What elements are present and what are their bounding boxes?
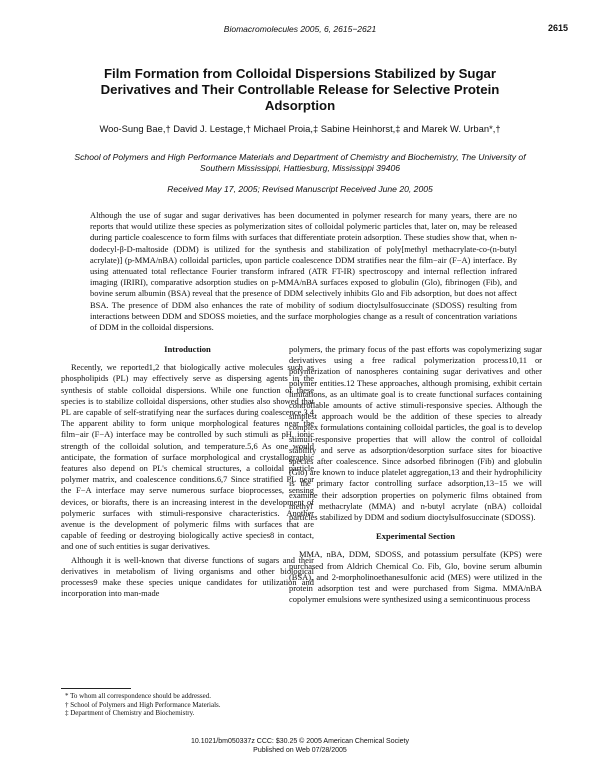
- intro-paragraph: Recently, we reported1,2 that biologically active molecules such as phospholipids (PL) may effectively serve as dispersing agents in the synthesis of stable colloidal dispersions. While one function of these species is to stabilize colloidal dispersions, other studies also showed that PL are capable of self-stratifying near the surfaces during coalescence.3,4 The apparent ability to form unique morphological features near the film−air (F−A) interface may be controlled by such stimuli as pH, ionic strength of the colloidal solution, and temperature.5,6 As one would anticipate, the formation of surface morphological and crystallographic features also depend on PL's chemical structures, a colloidal particle polymer matrix, and coalescence conditions.6,7 Since stratified PL near the F−A interface may serve numerous surface bioprocesses, sensing devices, or biorafts, there is an increasing interest in the development of polymeric surfaces with stimuli-responsive characteristics. Another avenue is the development of polymeric films with surfaces that are capable of feeding or destroying biologically active species8 in contact, and one of such entities is sugar derivatives.: [61, 362, 314, 552]
- left-column: [61, 344, 314, 599]
- doi-line: 10.1021/bm050337z CCC: $30.25 © 2005 American Chemical Society: [190, 738, 409, 745]
- footnote-divider: [61, 688, 131, 689]
- publication-info: [0, 738, 600, 755]
- author-list: Woo-Sung Bae,† David J. Lestage,† Michael Proia,‡ Sabine Heinhorst,‡ and Marek W. Urban*,†: [99, 123, 501, 134]
- footnotes: [61, 688, 314, 718]
- intro-paragraph: Although it is well-known that diverse functions of sugars and their derivatives in metabolism of living organisms and other biological processes9 make these species unique candidates for utilization and incorporation into man-made: [61, 554, 314, 599]
- journal-header: Biomacromolecules 2005, 6, 2615−2621: [223, 24, 377, 34]
- introduction-heading: Introduction: [164, 344, 211, 354]
- experimental-paragraph: MMA, nBA, DDM, SDOSS, and potassium persulfate (KPS) were purchased from Aldrich Chemical Co. Fib, Glo, bovine serum albumin (BSA), and 2-morpholinoethanesulfonic acid (MES) were utilized in the protein adsorption test and were purchased from Sigma. MMA/nBA copolymer emulsions were synthesized using a semicontinuous process: [289, 549, 542, 605]
- experimental-heading: Experimental Section: [375, 531, 455, 542]
- abstract: Although the use of sugar and sugar derivatives has been documented in polymer research for many years, there are no reports that would utilize these species as polymerization sites of colloidal polymeric particles that, later on, may be released during particle coalescence to form films with surfaces that differentiate protein adsorption. These studies show that, when n-dodecyl-β-D-maltoside (DDM) is utilized for the synthesis and stabilization of poly[methyl methacrylate-co-(n-butyl acrylate)] (p-MMA/nBA) colloidal particles, upon particle coalescence DDM stratifies near the film−air (F−A) interface. By using attenuated total reflectance Fourier transform infrared (ATR FT-IR) spectroscopy and internal reflection infrared imaging (IRIRI), comparative adsorption studies on p-MMA/nBA surfaces exposed to globulin (Glo), fibrinogen (Fib), and bovine serum albumin (BSA) reveal that the presence of DDM selectively inhibits Glo and Fib adsorption, but does not affect BSA. The presence of DDM also enhances the rate of mobility of sodium dioctylsulfosuccinate (SDOSS) resulting from interactions between DDM and SDOSS moieties, and the surface morphologies change as a result of concentration variations of DDM in the colloidal dispersions.: [90, 210, 517, 333]
- published-date: Published on Web 07/28/2005: [253, 746, 347, 754]
- received-dates: Received May 17, 2005; Revised Manuscript Received June 20, 2005: [167, 184, 433, 194]
- page-number: 2615: [547, 23, 568, 33]
- paper-title: Film Formation from Colloidal Dispersions Stabilized by Sugar Derivatives and Their Controllable Release for Selective Protein Adsorption: [100, 66, 500, 113]
- footnote: † School of Polymers and High Performance Materials.: [65, 700, 221, 709]
- footnote: * To whom all correspondence should be addressed.: [65, 692, 211, 700]
- affiliation: School of Polymers and High Performance Materials and Department of Chemistry and Biochemistry, The University of Southern Mississippi, Hattiesburg, Mississippi 39406: [74, 152, 526, 173]
- right-column: [289, 344, 542, 605]
- intro-continued-paragraph: polymers, the primary focus of the past efforts was copolymerizing sugar derivatives using a free radical polymerization process10,11 or polymerization of nanospheres containing sugar derivatives and other polymer entities.12 These approaches, although promising, exhibit certain limitations, as an ultimate goal is to create functional surfaces containing controllable amounts of active stimuli-responsive species. Although the simplest approach would be the addition of these species to already complex formulations containing colloidal particles, the goal is to develop stimuli-responsive properties that will allow the control of colloidal stability and serve as adsorption/desorption surface sites for bioactive species after coalescence. Since adsorbed fibrinogen (Fib) and globulin (Glo) are known to induce platelet aggregation,13 and their hydrophilicity is the primary factor controlling surface adsorption,13−15 we will examine their adsorption properties on polymeric films obtained from methyl methacrylate (MMA) and n-butyl acrylate (nBA) colloidal particles stabilized by DDM and sodium dioctylsulfosuccinate (SDOSS).: [289, 344, 542, 523]
- footnote: ‡ Department of Chemistry and Biochemistry.: [65, 709, 195, 718]
